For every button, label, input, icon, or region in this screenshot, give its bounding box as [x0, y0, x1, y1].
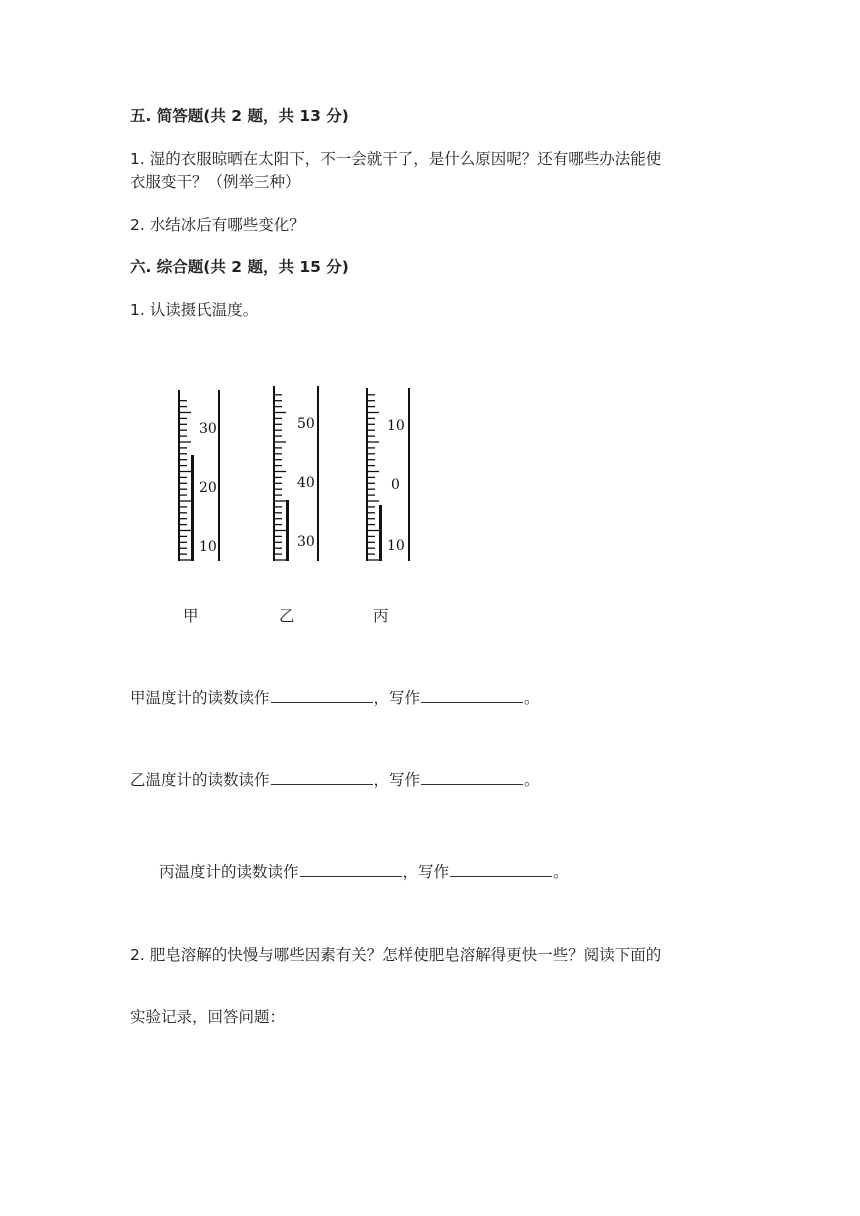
question-6-1: 1. 认读摄氏温度。 — [130, 301, 259, 319]
question-5-1-line2: 衣服变干？（例举三种） — [130, 173, 301, 191]
thermometer-bing-label-top: 10 — [387, 418, 405, 434]
reading-suffix: 。 — [553, 863, 569, 881]
reading-prefix: 甲温度计的读数读作 — [130, 689, 270, 707]
answer-blank-reading[interactable] — [271, 770, 373, 785]
reading-line-yi — [130, 769, 540, 791]
section5-heading: 五. 简答题(共 2 题，共 13 分) — [130, 107, 349, 125]
question-5-1-line1: 1. 湿的衣服晾晒在太阳下，不一会就干了，是什么原因呢？还有哪些办法能使 — [130, 150, 662, 168]
question-6-2-line1: 2. 肥皂溶解的快慢与哪些因素有关？怎样使肥皂溶解得更快一些？阅读下面的 — [130, 946, 662, 964]
answer-blank-writing[interactable] — [421, 770, 523, 785]
thermometer-yi-label-mid: 40 — [297, 475, 315, 491]
reading-suffix: 。 — [524, 771, 540, 789]
reading-middle: ，写作 — [402, 863, 450, 881]
liquid-column — [191, 455, 194, 561]
thermometer-bing-label-bottom: 10 — [387, 538, 405, 554]
question-6-2-line2: 实验记录，回答问题： — [130, 1008, 286, 1026]
answer-blank-reading[interactable] — [300, 862, 402, 877]
reading-suffix: 。 — [524, 689, 540, 707]
liquid-column — [379, 505, 382, 561]
answer-blank-writing[interactable] — [421, 688, 523, 703]
thermometer-yi-label-top: 50 — [297, 416, 315, 432]
reading-prefix: 乙温度计的读数读作 — [130, 771, 270, 789]
liquid-column — [286, 500, 289, 561]
reading-prefix: 丙温度计的读数读作 — [159, 863, 299, 881]
thermometer-yi — [274, 386, 318, 561]
thermometer-jia-label-bottom: 10 — [199, 539, 217, 555]
thermometer-jia-caption: 甲 — [183, 607, 199, 625]
reading-line-bing — [159, 861, 569, 883]
thermometer-bing-label-mid: 0 — [391, 477, 400, 493]
answer-blank-writing[interactable] — [450, 862, 552, 877]
thermometer-jia-label-mid: 20 — [199, 480, 217, 496]
thermometer-bing — [367, 388, 409, 561]
thermometer-jia — [179, 390, 219, 561]
answer-blank-reading[interactable] — [271, 688, 373, 703]
question-5-2: 2. 水结冰后有哪些变化？ — [130, 216, 305, 234]
thermometer-yi-label-bottom: 30 — [297, 534, 315, 550]
section6-heading: 六. 综合题(共 2 题，共 15 分) — [130, 258, 349, 276]
thermometer-jia-label-top: 30 — [199, 421, 217, 437]
thermometer-bing-caption: 丙 — [373, 607, 389, 625]
thermometer-yi-caption: 乙 — [279, 607, 295, 625]
reading-middle: ，写作 — [373, 771, 421, 789]
reading-line-jia — [130, 687, 540, 709]
reading-middle: ，写作 — [373, 689, 421, 707]
